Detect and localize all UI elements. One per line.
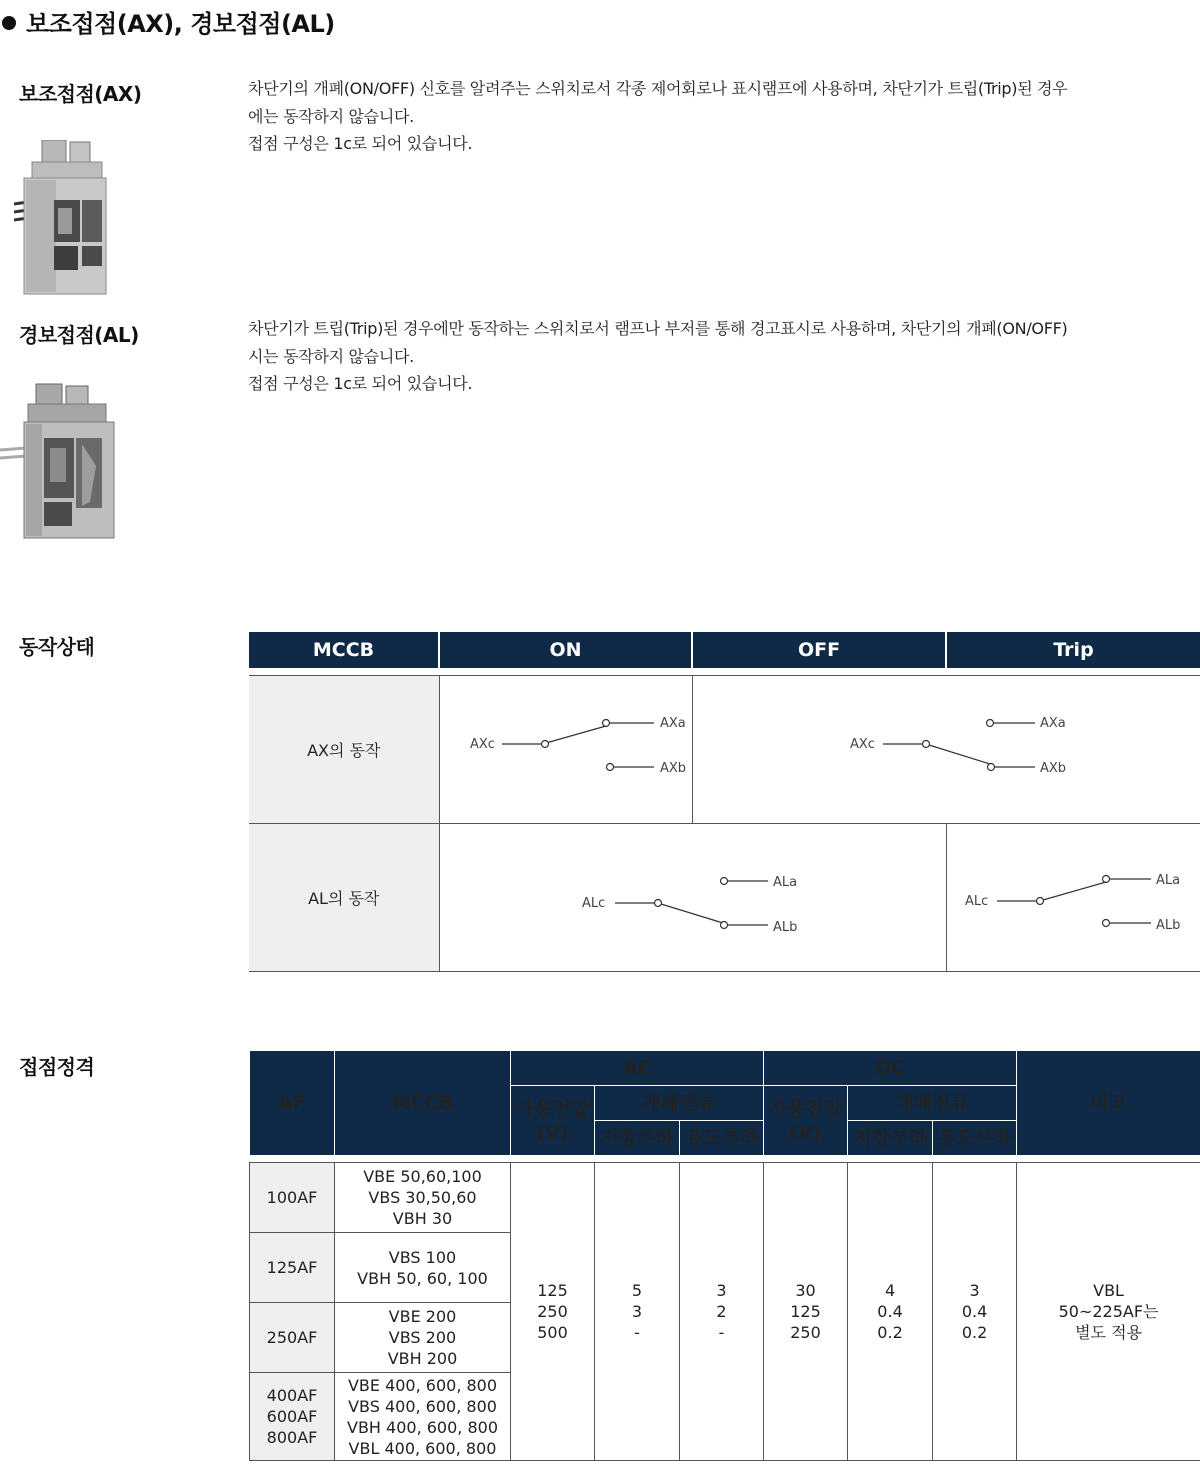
rt-header-af: AF — [250, 1051, 335, 1156]
remark-cell: VBL 50~225AF는 별도 적용 — [1017, 1163, 1200, 1461]
op-header-on: ON — [439, 632, 692, 668]
axc-label: AXc — [469, 736, 495, 752]
af-cell: 100AF — [250, 1163, 335, 1233]
rt-header-dc: DC — [764, 1051, 1017, 1086]
rt-header-dc-current: 개폐전류 — [848, 1086, 1017, 1121]
ac-resistive-cell: 5 3 - — [595, 1163, 680, 1461]
axb-label: AXb — [1039, 760, 1066, 776]
op-row-ax-label: AX의 동작 — [249, 675, 439, 823]
al-contact-photo — [0, 382, 120, 540]
mccb-cell: VBE 400, 600, 800 VBS 400, 600, 800 VBH 400, 600, 800 VBL 400, 600, 800 — [335, 1373, 511, 1461]
ax-contact-photo — [14, 140, 112, 296]
dc-voltage-cell: 30 125 250 — [764, 1163, 848, 1461]
af-cell: 125AF — [250, 1233, 335, 1303]
ala-label: ALa — [772, 874, 797, 890]
rt-header-ac-voltage: 사용전압 (V) — [511, 1086, 595, 1156]
op-header-mccb: MCCB — [249, 632, 439, 668]
ala-label: ALa — [1155, 872, 1180, 888]
ax-on-diagram — [439, 675, 692, 823]
page-title: 보조접점(AX), 경보접점(AL) — [2, 4, 335, 39]
al-on-off-diagram — [439, 823, 946, 971]
op-row-al-label: AL의 동작 — [249, 823, 439, 971]
rating-table — [249, 1050, 1200, 1461]
rt-header-dc-resistive: 저항부하 — [848, 1121, 933, 1156]
rt-header-ac: AC — [511, 1051, 764, 1086]
axa-label: AXa — [659, 715, 686, 731]
ax-section-label: 보조접점(AX) — [19, 82, 142, 106]
rt-header-ac-inductive: 유도부하 — [680, 1121, 764, 1156]
af-cell: 250AF — [250, 1303, 335, 1373]
rating-section-label: 접점정격 — [19, 1055, 95, 1079]
dc-inductive-cell: 3 0.4 0.2 — [933, 1163, 1017, 1461]
al-trip-diagram — [946, 823, 1200, 971]
alc-label: ALc — [964, 893, 988, 909]
af-cell: 400AF 600AF 800AF — [250, 1373, 335, 1461]
op-header-trip: Trip — [946, 632, 1200, 668]
mccb-cell: VBS 100 VBH 50, 60, 100 — [335, 1233, 511, 1303]
axb-label: AXb — [659, 760, 686, 776]
rt-header-dc-inductive: 유도부하 — [933, 1121, 1017, 1156]
ax-off-trip-diagram — [692, 675, 1200, 823]
ac-inductive-cell: 3 2 - — [680, 1163, 764, 1461]
operation-section-label: 동작상태 — [19, 635, 95, 659]
rt-header-dc-voltage: 사용전압 (V) — [764, 1086, 848, 1156]
ax-description: 차단기의 개폐(ON/OFF) 신호를 알려주는 스위치로서 각종 제어회로나 표시램프에 사용하며, 차단기가 트립(Trip)된 경우 에는 동작하지 않습니다. 접점 구성은 1c로 되어 있습니다. — [248, 79, 1068, 153]
alb-label: ALb — [1155, 917, 1180, 933]
axc-label: AXc — [849, 736, 875, 752]
operation-table — [249, 632, 1200, 972]
mccb-cell: VBE 200 VBS 200 VBH 200 — [335, 1303, 511, 1373]
rt-header-mccb: MCCB — [335, 1051, 511, 1156]
dc-resistive-cell: 4 0.4 0.2 — [848, 1163, 933, 1461]
alb-label: ALb — [772, 919, 797, 935]
table-row — [250, 1163, 1200, 1233]
rt-header-ac-current: 개폐전류 — [595, 1086, 764, 1121]
rt-header-remark: 비고 — [1017, 1051, 1200, 1156]
rt-header-ac-resistive: 저항부하 — [595, 1121, 680, 1156]
ac-voltage-cell: 125 250 500 — [511, 1163, 595, 1461]
al-section-label: 경보접점(AL) — [19, 323, 139, 347]
axa-label: AXa — [1039, 715, 1066, 731]
bullet-icon — [2, 16, 16, 30]
mccb-cell: VBE 50,60,100 VBS 30,50,60 VBH 30 — [335, 1163, 511, 1233]
alc-label: ALc — [581, 895, 605, 911]
al-description: 차단기가 트립(Trip)된 경우에만 동작하는 스위치로서 램프나 부저를 통해 경고표시로 사용하며, 차단기의 개폐(ON/OFF) 시는 동작하지 않습니다. 접점 구성은 1c로 되어 있습니다. — [248, 319, 1068, 393]
op-header-off: OFF — [692, 632, 946, 668]
